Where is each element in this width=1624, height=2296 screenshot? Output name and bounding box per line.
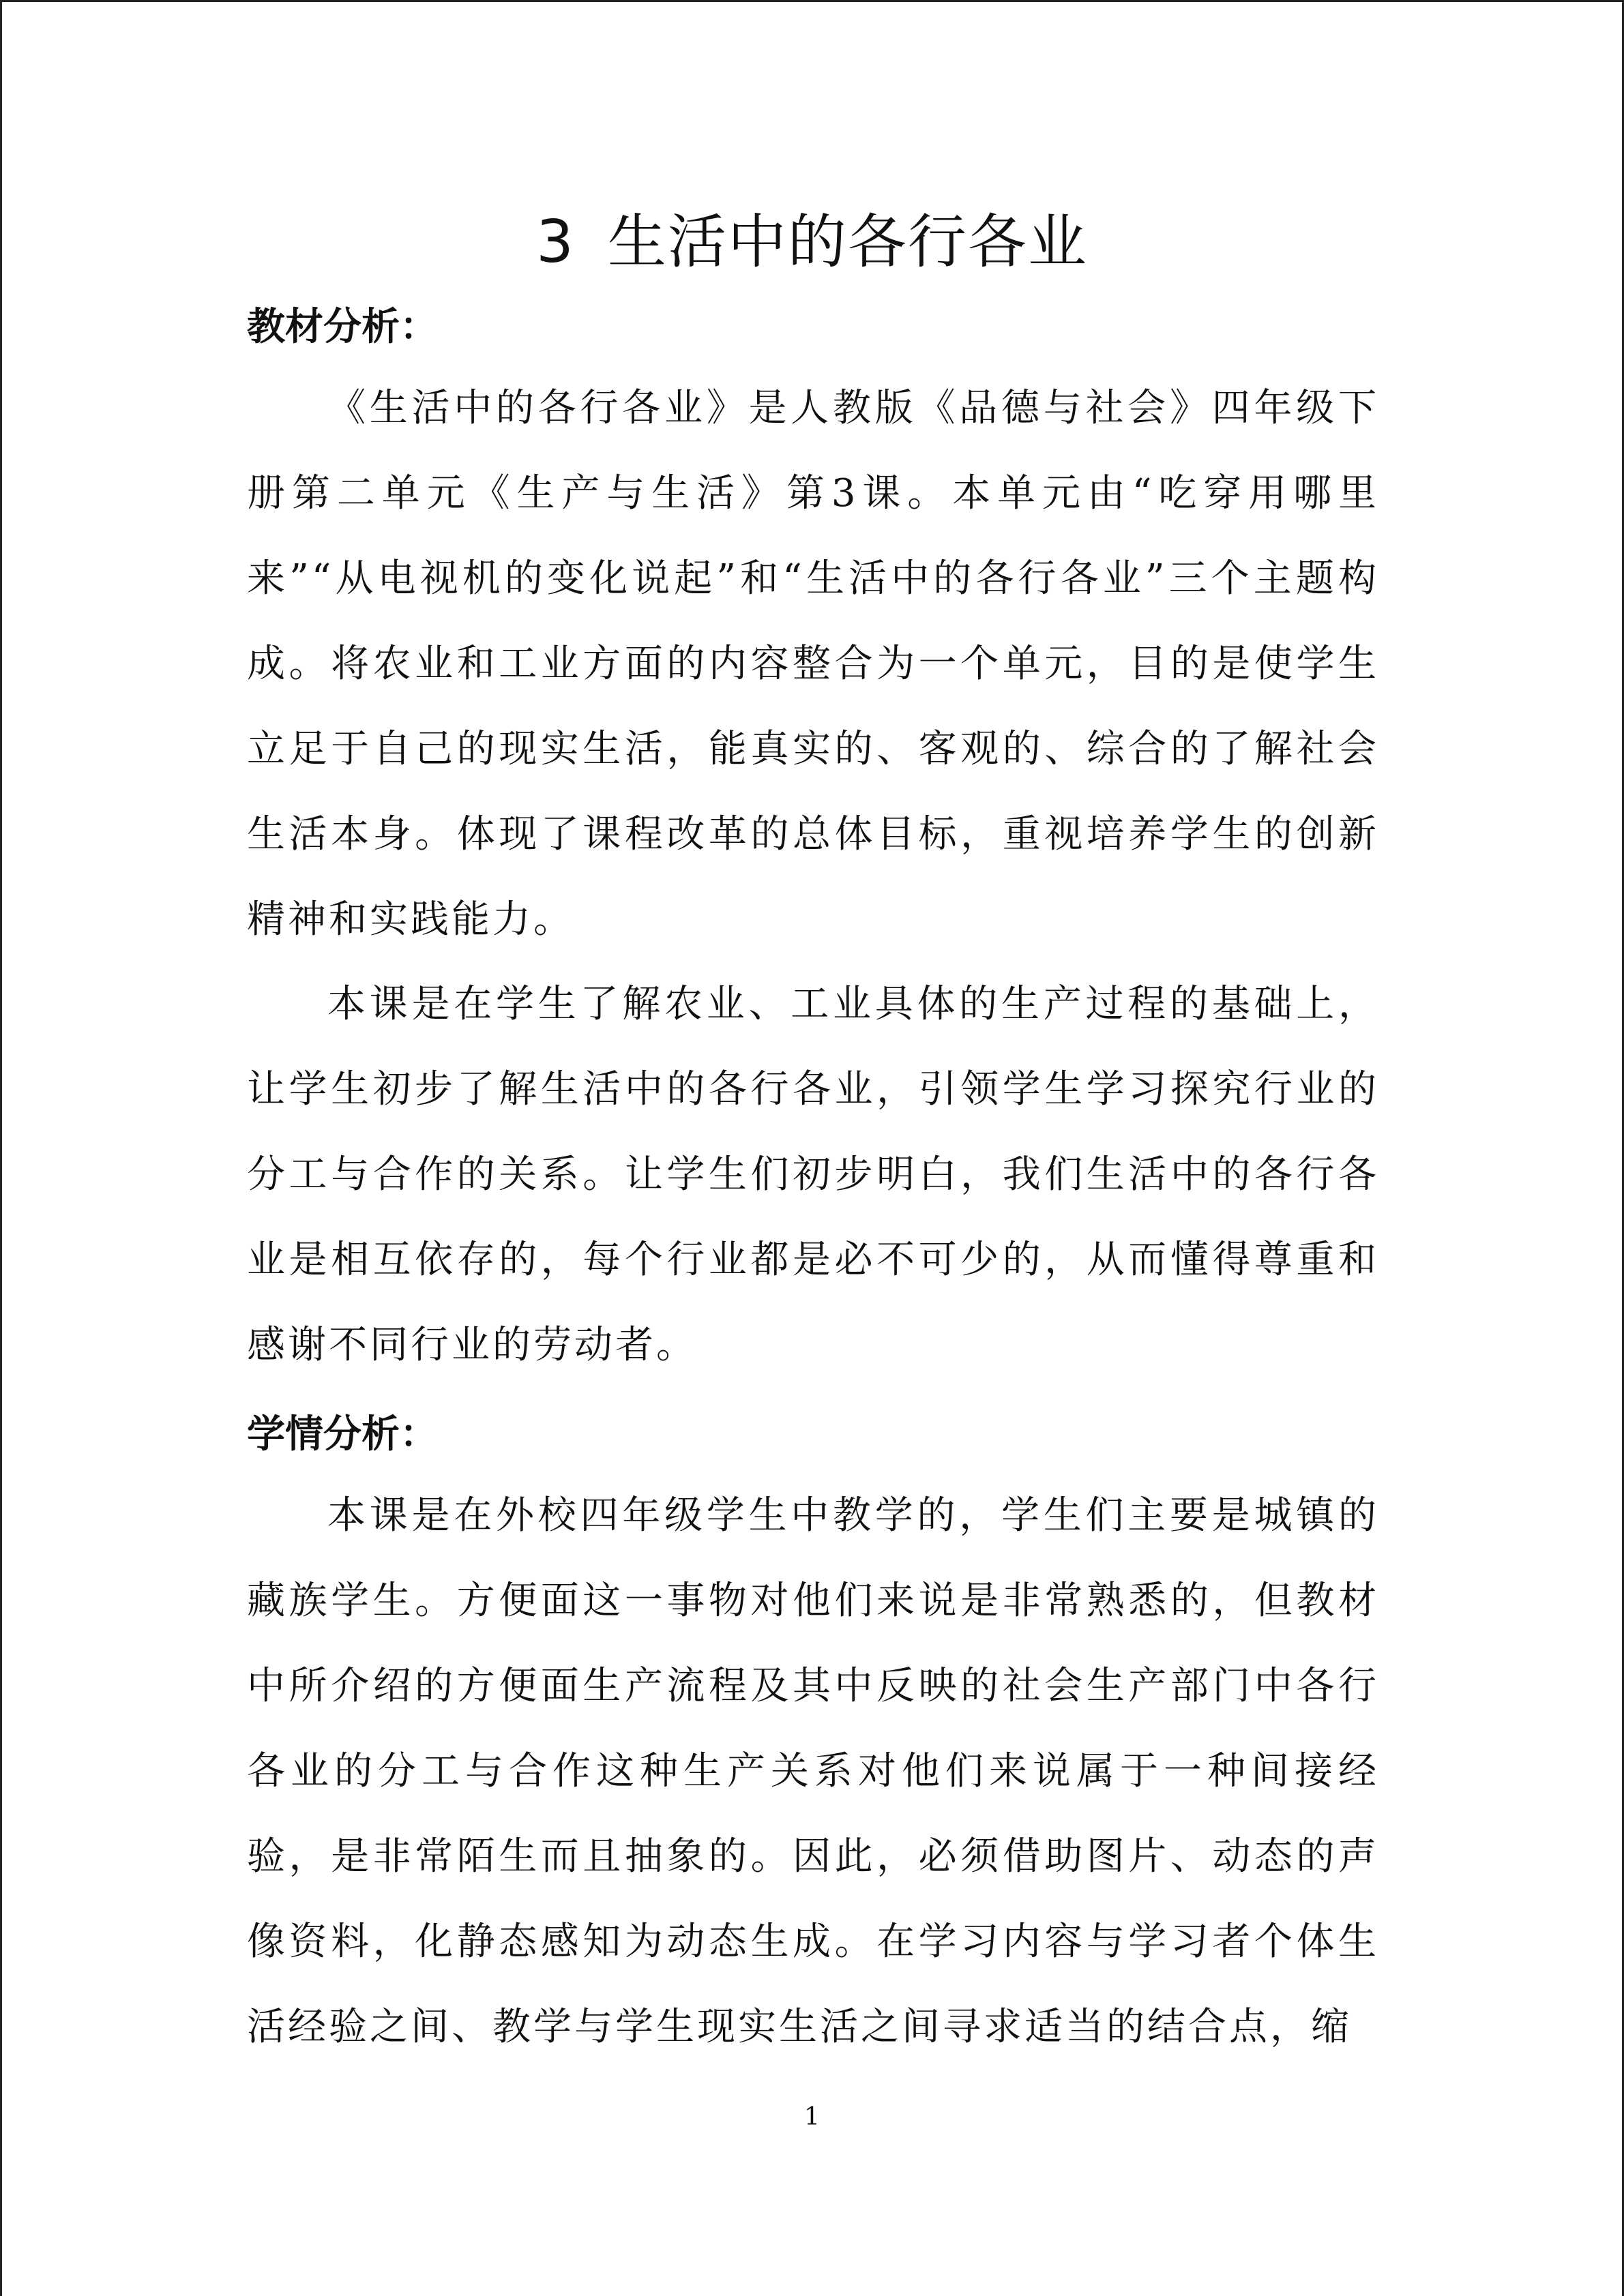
title-number: 3 [536, 208, 575, 276]
page-number: 1 [804, 2103, 820, 2131]
paragraph-student-analysis-1: 本课是在外校四年级学生中教学的，学生们主要是城镇的藏族学生。方便面这一事物对他们来说是非常熟悉的，但教材中所介绍的方便面生产流程及其中反映的社会生产部门中各行各业的分工与合作这种生产关系对他们来说属于一种间接经验，是非常陌生而且抽象的。因此，必须借助图片、动态的声像资料，化静态感知为动态生成。在学习内容与学习者个体生活经验之间、教学与学生现实生活之间寻求适当的结合点，缩 [247, 1493, 1379, 2049]
page-title [0, 198, 1624, 286]
title-text: 生活中的各行各业 [607, 208, 1088, 276]
section-heading-student-analysis: 学情分析： [247, 1412, 438, 1457]
paragraph-textbook-analysis-1: 《生活中的各行各业》是人教版《品德与社会》四年级下册第二单元《生产与生活》第3课。本单元由“吃穿用哪里来”“从电视机的变化说起”和“生活中的各行各业”三个主题构成。将农业和工业方面的内容整合为一个单元，目的是使学生立足于自己的现实生活，能真实的、客观的、综合的了解社会生活本身。体现了课程改革的总体目标，重视培养学生的创新精神和实践能力。 [247, 386, 1379, 942]
section-heading-textbook-analysis: 教材分析： [247, 305, 438, 349]
paragraph-textbook-analysis-2: 本课是在学生了解农业、工业具体的生产过程的基础上，让学生初步了解生活中的各行各业，引领学生学习探究行业的分工与合作的关系。让学生们初步明白，我们生活中的各行各业是相互依存的，每个行业都是必不可少的，从而懂得尊重和感谢不同行业的劳动者。 [247, 982, 1379, 1367]
